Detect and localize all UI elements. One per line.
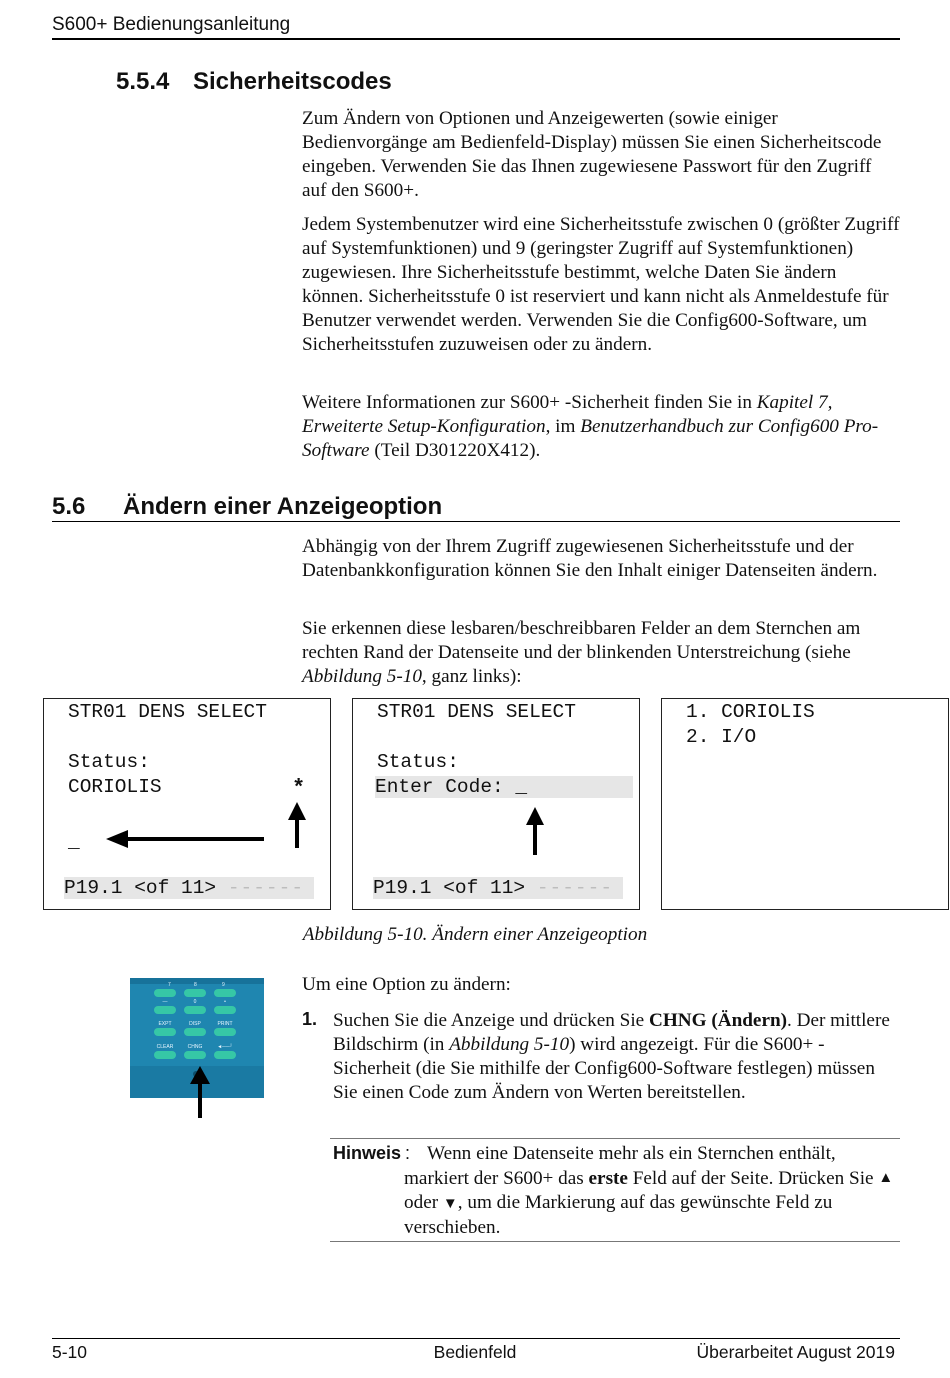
keypad-label: CLEAR <box>156 1044 174 1050</box>
lcd-line-status: Status: <box>68 751 150 773</box>
page-indicator: P19.1 <of 11> <box>373 877 526 899</box>
asterisk-marker: * <box>292 776 306 801</box>
keypad-label: DISP <box>189 1021 201 1027</box>
paragraph-change-intro: Abhängig von der Ihrem Zugriff zugewiesenen Sicherheitsstufe und der Datenbankkonfiguration können Sie den Inhalt einiger Datenseiten ändern. <box>302 536 878 581</box>
manual-reference: Benutzerhandbuch zur Config600 Pro-Software <box>302 416 879 461</box>
up-arrow-icon <box>524 807 546 855</box>
lcd-line-title: STR01 DENS SELECT <box>377 701 576 723</box>
keypad-label: • <box>224 999 226 1005</box>
note-bottom-rule <box>330 1241 900 1242</box>
note-text <box>404 1142 894 1240</box>
keypad-label: 0 <box>193 999 197 1005</box>
note-label: Hinweis <box>333 1143 402 1163</box>
keypad-label: CHNG <box>187 1044 203 1050</box>
blinking-cursor: _ <box>68 831 80 853</box>
left-arrow-icon <box>104 824 269 854</box>
keypad-label: EXPT <box>158 1021 172 1027</box>
step-1-text <box>333 1009 893 1105</box>
paragraph-security-intro: Zum Ändern von Optionen und Anzeigewerten (sowie einiger Bedienvorgänge am Bedienfeld-Display) müssen Sie einen Sicherheitscode eingeben. Verwenden Sie das Ihnen zugewiesene Passwort für den Zugriff auf den S600+. <box>302 108 882 201</box>
keypad-label: 9 <box>222 982 225 988</box>
text-run: , ganz links): <box>421 666 522 687</box>
dash-fill: ------ <box>536 877 614 899</box>
note-colon: : <box>405 1143 411 1163</box>
option-coriolis: 1. CORIOLIS <box>686 701 815 723</box>
paragraph-security-reference <box>302 391 900 463</box>
section-56-number: 5.6 <box>52 493 86 520</box>
text-run: Sie erkennen diese lesbaren/beschreibbaren Felder an dem Sternchen am rechten Rand der Datenseite und der blinkenden Unterstreichung (siehe <box>302 618 861 663</box>
paragraph-readwrite-fields <box>302 617 900 689</box>
keypad-label: 7 <box>168 982 171 988</box>
up-arrow-icon <box>286 802 308 848</box>
down-triangle-icon: ▼ <box>442 1196 458 1212</box>
enter-code-prompt: Enter Code: _ <box>375 776 633 798</box>
footer-rule <box>52 1338 900 1339</box>
running-header: S600+ Bedienungsanleitung <box>52 14 291 35</box>
figure-caption: Abbildung 5-10. Ändern einer Anzeigeoption <box>302 924 648 945</box>
steps-intro: Um eine Option zu ändern: <box>302 974 511 995</box>
text-run: , um die Markierung auf das gewünschte Feld zu verschieben. <box>404 1192 833 1238</box>
text-run: . Der mittlere Bildschirm (in <box>333 1010 890 1055</box>
text-run: Wenn eine Datenseite mehr als ein Sternchen enthält, markiert der S600+ das <box>404 1143 836 1189</box>
lcd-screen-enter-code <box>352 698 640 910</box>
keypad-label: PRINT <box>217 1021 233 1027</box>
text-run: Feld auf der Seite. Drücken Sie <box>627 1168 879 1189</box>
section-554-title: Sicherheitscodes <box>193 68 392 95</box>
option-io: 2. I/O <box>686 726 757 748</box>
up-triangle-icon: ▲ <box>878 1170 894 1186</box>
lcd-screen-data-page <box>43 698 331 910</box>
keypad-label: 8 <box>194 982 197 988</box>
figure-reference: Abbildung 5-10 <box>449 1034 570 1055</box>
dash-fill: ------ <box>227 877 305 899</box>
section-56-title: Ändern einer Anzeigeoption <box>123 493 443 520</box>
ref-text: Weitere Informationen zur S600+ -Sicherheit finden Sie in <box>302 392 757 413</box>
section-554-number: 5.5.4 <box>116 68 170 95</box>
bold-word: erste <box>588 1168 628 1189</box>
page-indicator: P19.1 <of 11> <box>64 877 217 899</box>
lcd-screen-option-list <box>661 698 949 910</box>
chapter-reference: Kapitel 7, Erweiterte Setup-Konfiguration <box>302 392 833 437</box>
text-run: ) wird angezeigt. Für die S600+ -Sicherheit (die Sie mithilfe der Config600-Software festlegen) müssen Sie einen Code zum Ändern von Werten bereitstellen. <box>333 1034 875 1103</box>
header-rule <box>52 38 900 40</box>
text-run: Suchen Sie die Anzeige und drücken Sie <box>333 1010 649 1031</box>
lcd-page-footer <box>373 877 623 899</box>
lcd-line-title: STR01 DENS SELECT <box>68 701 267 723</box>
chng-key-label: CHNG (Ändern) <box>648 1010 788 1031</box>
text-run: oder <box>404 1192 443 1213</box>
section-rule <box>52 521 900 522</box>
keypad-label: — <box>162 999 168 1005</box>
figure-reference: Abbildung 5-10 <box>302 666 422 687</box>
page-number: 5-10 <box>52 1342 88 1362</box>
lcd-line-value: CORIOLIS <box>68 776 162 798</box>
up-arrow-icon <box>188 1066 212 1118</box>
lcd-page-footer <box>64 877 314 899</box>
note-top-rule <box>330 1138 900 1139</box>
revision-date: Überarbeitet August 2019 <box>696 1342 895 1362</box>
ref-text: , im <box>545 416 581 437</box>
paragraph-security-levels: Jedem Systembenutzer wird eine Sicherheitsstufe zwischen 0 (größter Zugriff auf Systemfunktionen) und 9 (geringster Zugriff auf Systemfunktionen) zugewiesen. Ihre Sicherheitsstufe bestimmt, welche Daten Sie ändern können. Sicherheitsstufe 0 ist reserviert und kann nicht als Anmeldestufe für Benutzer verwendet werden. Verwenden Sie die Config600-Software, um Sicherheitsstufen zuzuweisen oder zu ändern. <box>302 214 900 355</box>
ref-text: (Teil D301220X412). <box>369 440 541 461</box>
keypad-label: ◄──┘ <box>217 1044 233 1050</box>
step-number: 1. <box>302 1009 318 1029</box>
chapter-name: Bedienfeld <box>433 1342 517 1362</box>
lcd-line-status: Status: <box>377 751 459 773</box>
